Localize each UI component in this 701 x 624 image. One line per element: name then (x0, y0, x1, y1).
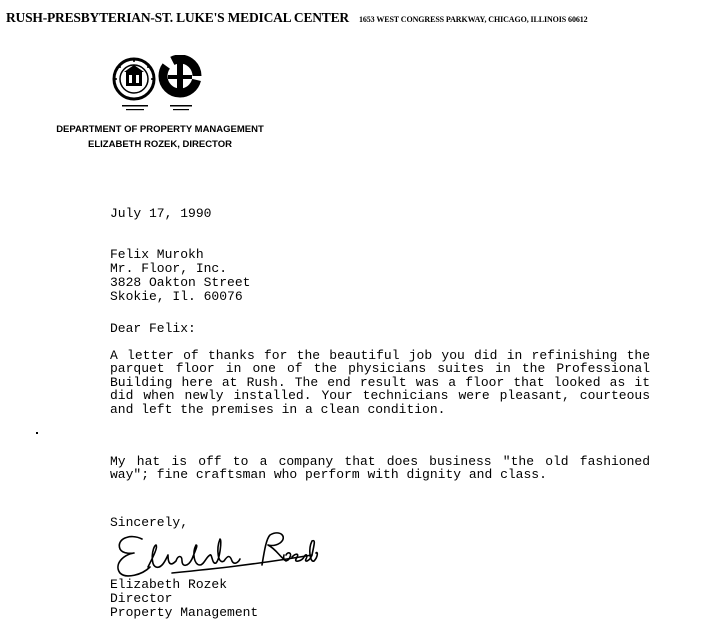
medical-center-logo (110, 55, 204, 115)
logo-caption-marks (122, 105, 192, 110)
closing: Sincerely, (110, 515, 189, 530)
recipient-name: Felix Murokh (110, 247, 204, 262)
handwritten-signature (112, 525, 322, 585)
recipient-company: Mr. Floor, Inc. (110, 261, 228, 276)
department-name: DEPARTMENT OF PROPERTY MANAGEMENT (56, 124, 264, 135)
recipient-city: Skokie, Il. 60076 (110, 289, 243, 304)
institution-name: RUSH-PRESBYTERIAN-ST. LUKE'S MEDICAL CENTER (6, 10, 349, 25)
scan-speck (36, 432, 38, 434)
signature-title: Director (110, 591, 173, 606)
signature-name: Elizabeth Rozek (110, 577, 228, 592)
letter-date: July 17, 1990 (110, 206, 212, 221)
salutation: Dear Felix: (110, 321, 196, 336)
body-paragraph-1: A letter of thanks for the beautiful job you did in refinishing the parquet floor in one of the physicians suites in the Professional Building here at Rush. The end result was a floor that looked as it did when newly installed. Your technicians were pleasant, courteous and left the premises in a clean condition. (110, 348, 650, 417)
body-paragraph-2: My hat is off to a company that does business "the old fashioned way"; fine craftsman who perform with dignity and class. (110, 454, 650, 483)
letterhead (6, 9, 588, 27)
department-director: ELIZABETH ROZEK, DIRECTOR (88, 139, 232, 150)
emblem-icon (163, 59, 197, 93)
seal-icon (114, 59, 154, 99)
department-block (0, 122, 320, 152)
signature-department: Property Management (110, 605, 259, 620)
institution-address: 1653 WEST CONGRESS PARKWAY, CHICAGO, ILLINOIS 60612 (358, 15, 588, 24)
recipient-street: 3828 Oakton Street (110, 275, 251, 290)
